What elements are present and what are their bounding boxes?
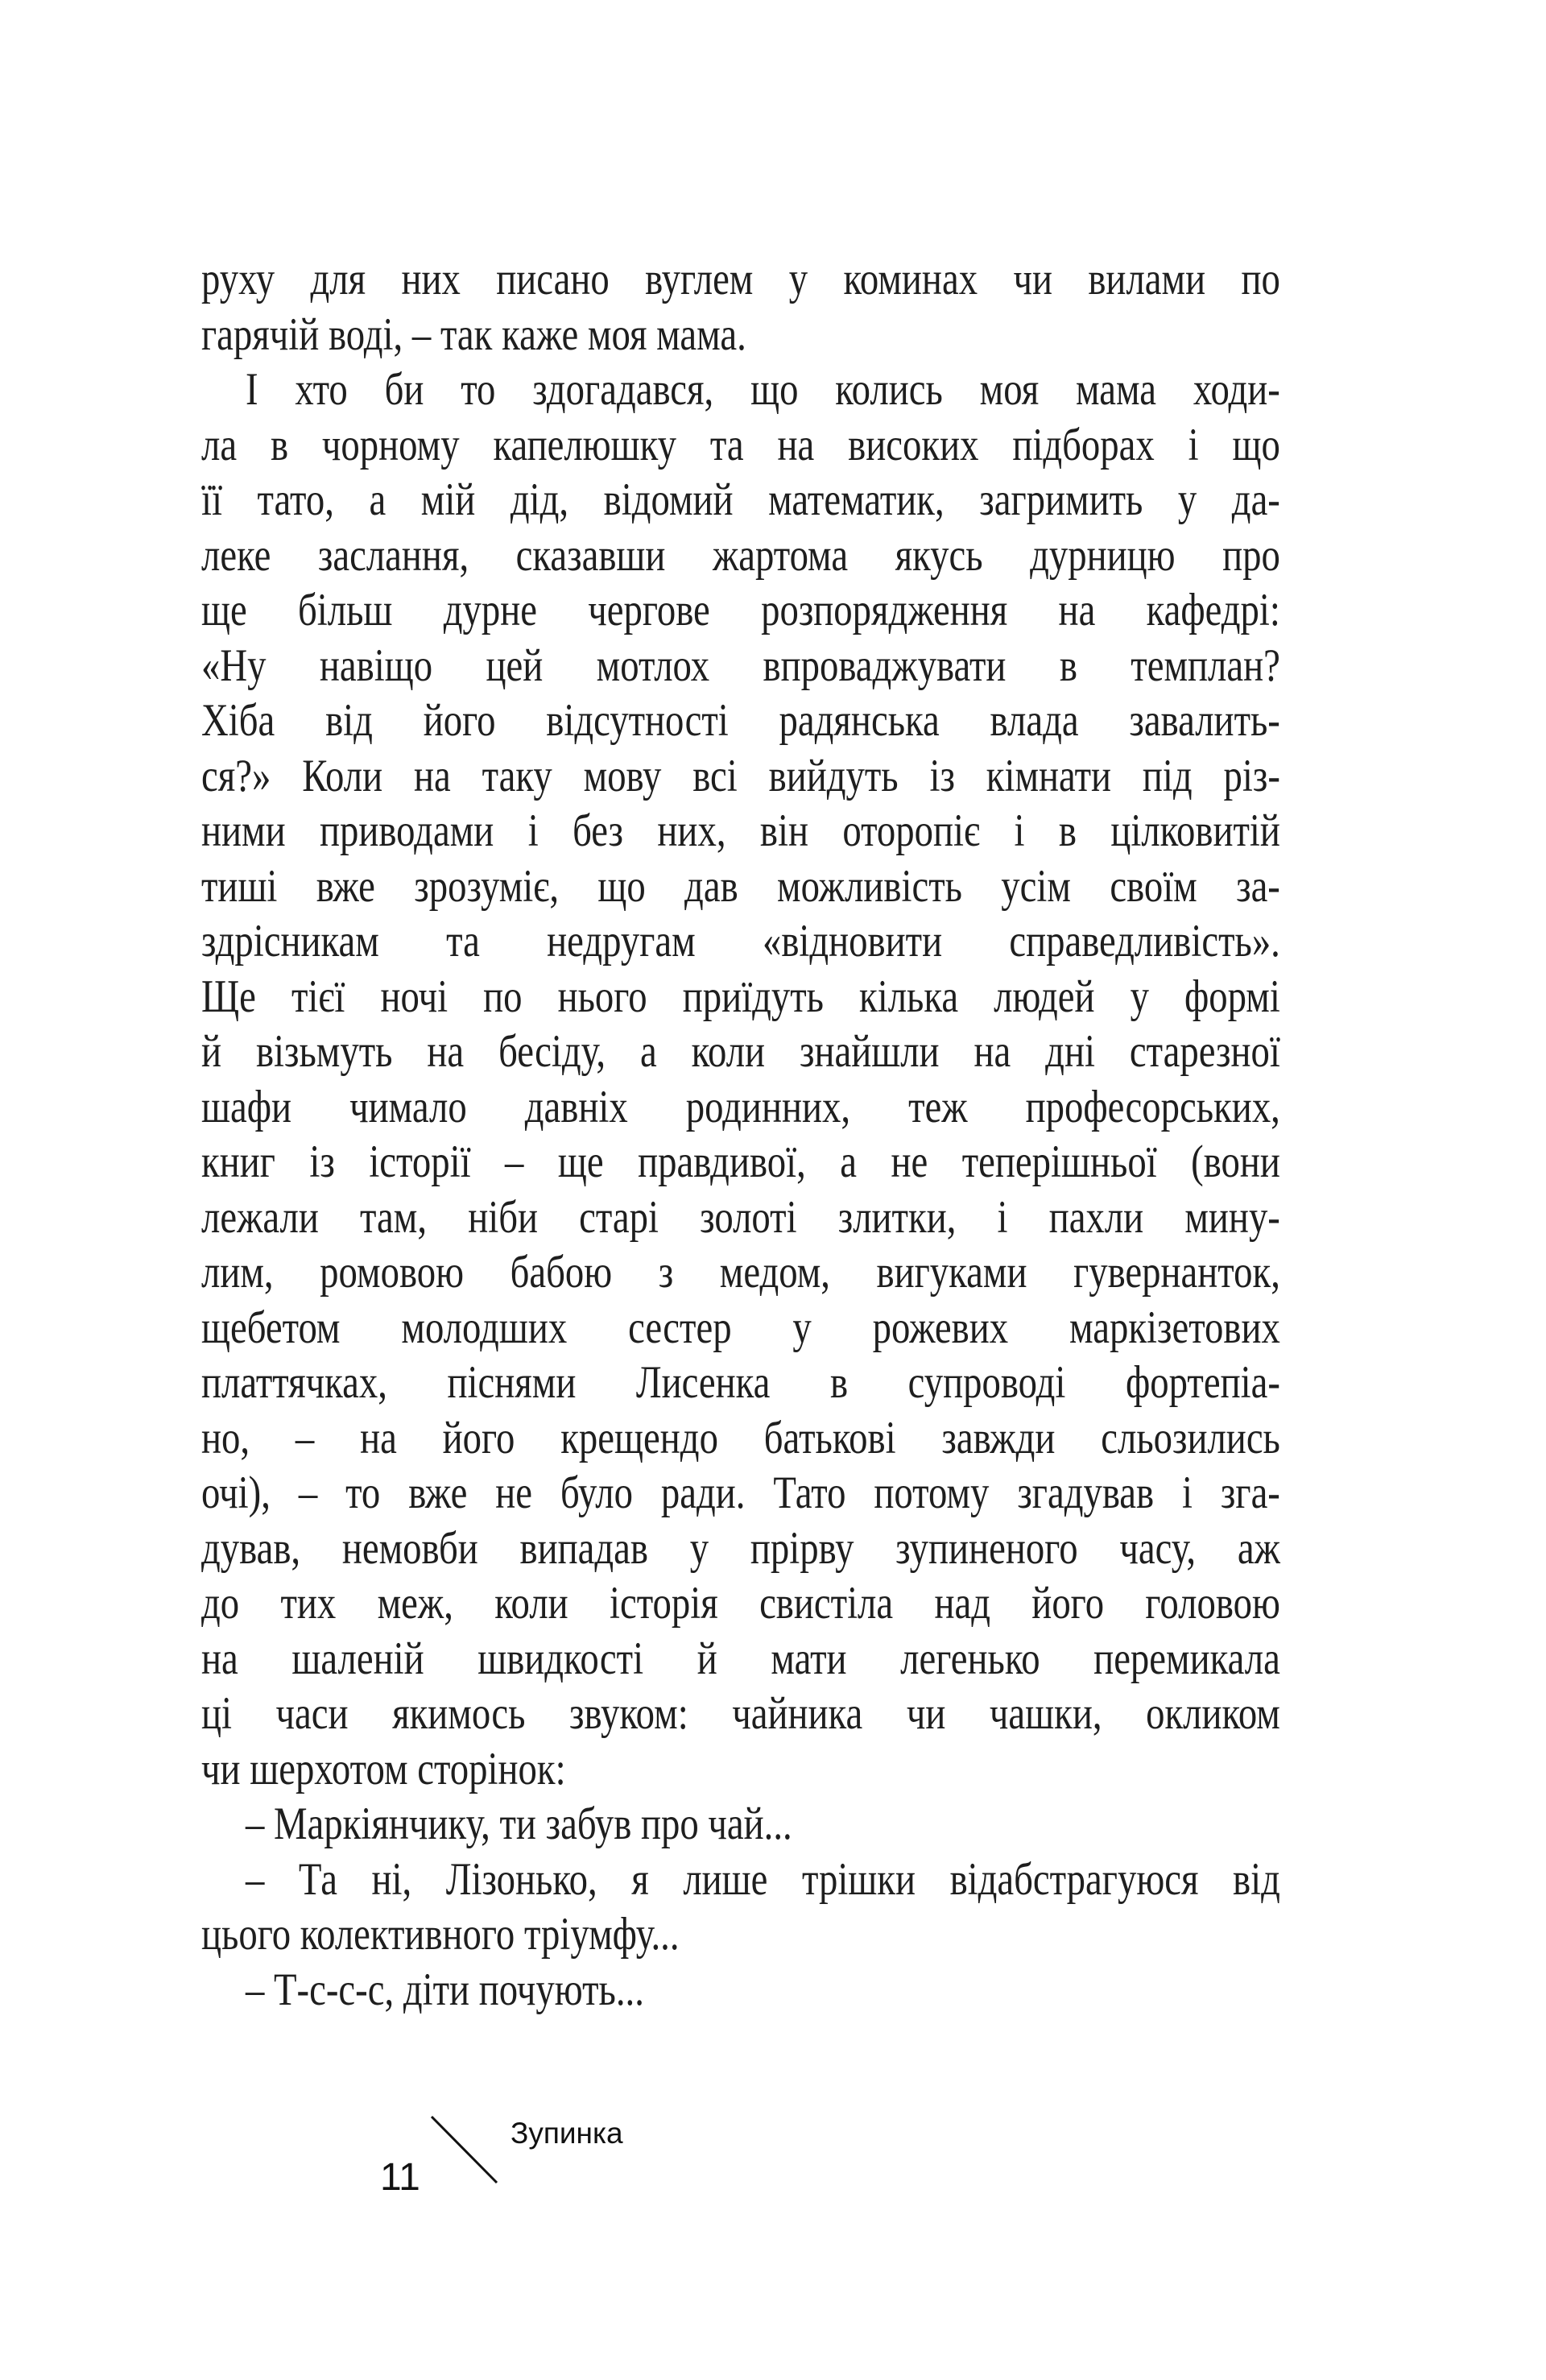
text-line: лим, ромовою бабою з медом, вигуками гувернанток, (201, 1247, 1280, 1298)
text-line: леке заслання, сказавши жартома якусь дурницю про (201, 529, 1280, 581)
text-line: здрісникам та недругам «відновити справедливість». (201, 916, 1280, 966)
text-line: щебетом молодших сестер у рожевих маркізетових (201, 1302, 1280, 1353)
text-line: ся?» Коли на таку мову всі вийдуть із кімнати під різ- (201, 750, 1280, 801)
text-line: І хто би то здогадався, що колись моя мама ходи- (245, 364, 1280, 415)
text-line: – Та ні, Лізонько, я лише трішки відабстрагуюся від (245, 1853, 1280, 1905)
text-line: Ще тієї ночі по нього приїдуть кілька людей у формі (201, 971, 1280, 1022)
text-line: лежали там, ніби старі золоті злитки, і пахли мину- (201, 1191, 1280, 1243)
text-line: ще більш дурне чергове розпорядження на кафедрі: (201, 585, 1280, 635)
text-line: й візьмуть на бесіду, а коли знайшли на дні старезної (201, 1026, 1280, 1077)
text-line: до тих меж, коли історія свистіла над його головою (201, 1578, 1280, 1629)
text-line: тиші вже зрозуміє, що дав можливість усім своїм за- (201, 860, 1280, 912)
text-line: цього колективного тріумфу... (201, 1909, 680, 1960)
folio-divider-slash (427, 2110, 507, 2191)
text-line: на шаленій швидкості й мати легенько перемикала (201, 1633, 1280, 1684)
body-text (201, 252, 1280, 2018)
text-line: чи шерхотом сторінок: (201, 1743, 566, 1794)
text-line: но, – на його крещендо батькові завжди сльозились (201, 1412, 1280, 1463)
text-line: ці часи якимось звуком: чайника чи чашки, окликом (201, 1688, 1280, 1739)
text-line: очі), – то вже не було ради. Тато потому згадував і зга- (201, 1467, 1280, 1518)
text-line: руху для них писано вуглем у коминах чи вилами по (201, 254, 1280, 304)
text-line: ними приводами і без них, він оторопіє і в цілковитій (201, 805, 1280, 856)
text-line: книг із історії – ще правдивої, а не теперішньої (вони (201, 1136, 1280, 1187)
text-line: платтячках, піснями Лисенка в супроводі фортепіа- (201, 1357, 1280, 1408)
text-line: – Маркіянчику, ти забув про чай... (245, 1798, 792, 1849)
page-number: 11 (380, 2156, 420, 2199)
text-line: – Т-с-с-с, діти почують... (245, 1964, 644, 2015)
text-line: дував, немовби випадав у прірву зупиненого часу, аж (201, 1522, 1280, 1574)
text-line: її тато, а мій дід, відомий математик, загримить у да- (201, 474, 1280, 525)
running-head-title: Зупинка (511, 2117, 623, 2150)
text-line: ла в чорному капелюшку та на високих підборах і що (201, 419, 1280, 470)
text-line: гарячій воді, – так каже моя мама. (201, 308, 746, 360)
text-line: Хіба від його відсутності радянська влада завалить- (201, 695, 1280, 746)
text-line: «Ну навіщо цей мотлох впроваджувати в темплан? (201, 639, 1280, 691)
text-line: шафи чимало давніх родинних, теж професорських, (201, 1081, 1280, 1132)
